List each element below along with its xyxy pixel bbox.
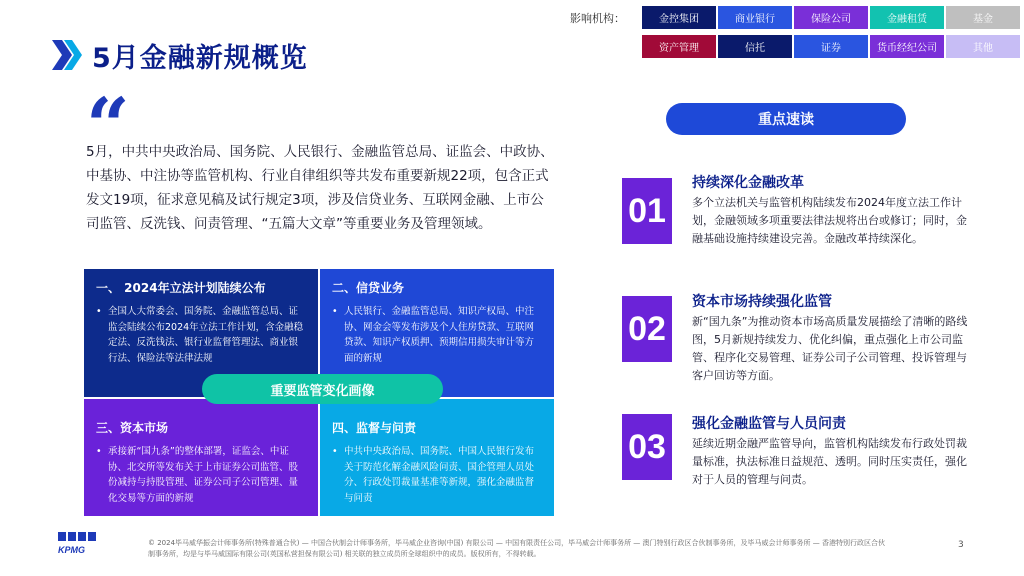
intro-paragraph: 5月，中共中央政治局、国务院、人民银行、金融监管总局、证监会、中政协、中基协、中注协等监管机构、行业自律组织等共发布重要新规22项，包含正式发文19项，征求意见稿及试行规定3项，涉及信贷业务、互联网金融、上市公司监管、反洗钱、问责管理、“五篇大文章”等重要业务及管理领域。	[86, 144, 554, 232]
quadrant-text: 全国人大常委会、国务院、金融监管总局、证监会陆续公布2024年立法工作计划，含金融稳定法、反洗钱法、银行业监督管理法、商业银行法、保险法等法律法规	[108, 306, 304, 364]
point-number: 01	[622, 178, 672, 244]
quadrant-capital-market	[84, 399, 318, 516]
point-title: 资本市场持续强化监管	[692, 294, 832, 310]
institution-tag: 证券	[794, 35, 868, 58]
brand-arrow-icon	[52, 40, 86, 70]
copyright-text: © 2024毕马威华振会计师事务所(特殊普通合伙) — 中国合伙制会计师事务所，毕马威企业咨询(中国) 有限公司 — 中国有限责任公司，毕马威会计师事务所 — 澳门特别行政区合伙制事务所，及毕马威会计师事务所 — 香港特别行政区合伙制事务所，均是与毕马威国际有限公司(英国私营担保有限公司) 相关联的独立成员所全球组织中的成员。版权所有，不得转载。	[148, 539, 885, 558]
kpmg-logo-text: KPMG	[58, 545, 85, 555]
point-title: 持续深化金融改革	[692, 175, 804, 191]
quadrant-title: 四、监督与问责	[332, 421, 417, 435]
quadrant-text: 人民银行、金融监管总局、知识产权局、中注协、网金会等发布涉及个人住房贷款、互联网贷款、知识产权质押、预期信用损失审计等方面的新规	[344, 306, 535, 364]
institution-tag: 信托	[718, 35, 792, 58]
bullet: •	[332, 446, 338, 457]
point-title: 强化金融监管与人员问责	[692, 416, 846, 432]
institution-tag: 货币经纪公司	[870, 35, 944, 58]
quadrant-title: 三、资本市场	[96, 421, 169, 435]
quadrant-title: 一、 2024年立法计划陆续公布	[96, 281, 266, 295]
bullet: •	[96, 446, 102, 457]
legend-label: 影响机构：	[570, 12, 625, 25]
institution-tags	[642, 6, 1010, 58]
quote-mark-icon: “	[86, 81, 130, 170]
institution-tag: 金控集团	[642, 6, 716, 29]
quadrant-text: 中共中央政治局、国务院、中国人民银行发布关于防范化解金融风险问责、国企管理人员处分、行政处罚裁量基准等新规，强化金融监督与问责	[344, 446, 535, 504]
institution-tag: 商业银行	[718, 6, 792, 29]
institution-tag: 保险公司	[794, 6, 868, 29]
point-number: 02	[622, 296, 672, 362]
institution-tag: 基金	[946, 6, 1020, 29]
regulatory-changes-pill: 重要监管变化画像	[202, 374, 443, 404]
page-title: 5月金融新规概览	[92, 43, 308, 74]
point-description: 延续近期金融严监管导向，监管机构陆续发布行政处罚裁量标准，执法标准日益规范、透明。同时压实责任，强化对于人员的管理与问责。	[692, 437, 967, 486]
institution-tag: 其他	[946, 35, 1020, 58]
page-number: 3	[958, 540, 964, 550]
institution-tag: 资产管理	[642, 35, 716, 58]
institution-tag: 金融租赁	[870, 6, 944, 29]
quadrant-title: 二、信贷业务	[332, 281, 405, 295]
quadrant-text: 承接新“国九条”的整体部署，证监会、中证协、北交所等发布关于上市证券公司监管、股份减持与持股管理、证券公司子公司管理、量化交易等方面的新规	[108, 446, 299, 504]
point-description: 新“国九条”为推动资本市场高质量发展描绘了清晰的路线图，5月新规持续发力、优化纠偏，重点强化上市公司监管、程序化交易管理、证券公司子公司管理、投诉管理与客户回访等方面。	[692, 315, 968, 382]
bullet: •	[96, 306, 102, 317]
key-points-heading: 重点速读	[666, 103, 906, 135]
point-number: 03	[622, 414, 672, 480]
point-description: 多个立法机关与监管机构陆续发布2024年度立法工作计划，金融领域多项重要法律法规将出台或修订；同时，金融基础设施持续建设完善。金融改革持续深化。	[692, 196, 967, 245]
bullet: •	[332, 306, 338, 317]
quadrant-accountability	[320, 399, 554, 516]
